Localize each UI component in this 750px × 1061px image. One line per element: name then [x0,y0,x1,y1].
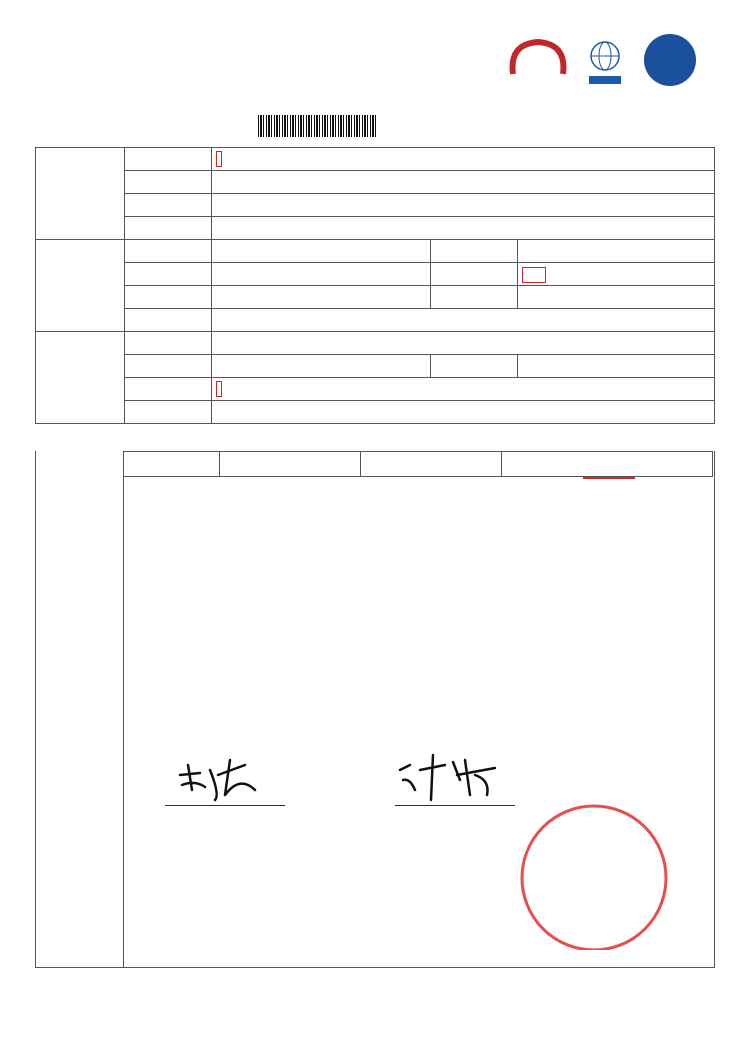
col-header-item [220,452,361,477]
sample-state-label [125,286,212,309]
approver-line [165,805,285,806]
ilac-globe-icon [575,38,635,88]
overall-label [125,401,212,424]
official-seal-icon [512,800,677,950]
sample-desc-label [125,263,212,286]
brand-value [518,240,715,263]
sample-section-label [36,240,125,332]
client-address-label [125,171,212,194]
col-header-basis [361,452,502,477]
test-results-table [123,451,713,477]
test-type-value [212,332,715,355]
cma-logo-icon [505,34,571,94]
manufacturer-label [125,194,212,217]
col-header-no [124,452,220,477]
test-date-value [212,355,431,378]
test-section-label [36,332,125,424]
approver-signature-icon [170,755,260,805]
test-basis-value [212,378,715,401]
sample-desc-value [212,263,431,286]
model-no-value [212,309,715,332]
overall-value [212,401,715,424]
result-highlight-box [583,477,635,479]
grade-label [431,263,518,286]
client-address-value [212,171,715,194]
info-table [35,147,715,424]
manufacturer-value [212,194,715,217]
order-no-label [125,217,212,240]
table-header-row [124,452,713,477]
test-basis-label [125,378,212,401]
client-section-label [36,148,125,240]
client-value [212,148,715,171]
brand-label [431,240,518,263]
test-type-label [125,332,212,355]
sample-state-value [212,286,431,309]
sample-name-label [125,240,212,263]
cnas-logo-icon [640,32,700,92]
order-no-value [212,217,715,240]
conclusion-section-label [35,451,124,741]
grade-value [518,263,715,286]
fabric-no-label [431,286,518,309]
barcode [258,115,378,137]
client-label [125,148,212,171]
checker-signature-icon [395,750,505,805]
issue-date-label [431,355,518,378]
model-no-label [125,309,212,332]
col-header-result [502,452,713,477]
test-date-label [125,355,212,378]
fabric-no-value [518,286,715,309]
checker-line [395,805,515,806]
sample-name-value [212,240,431,263]
issue-date-value [518,355,715,378]
